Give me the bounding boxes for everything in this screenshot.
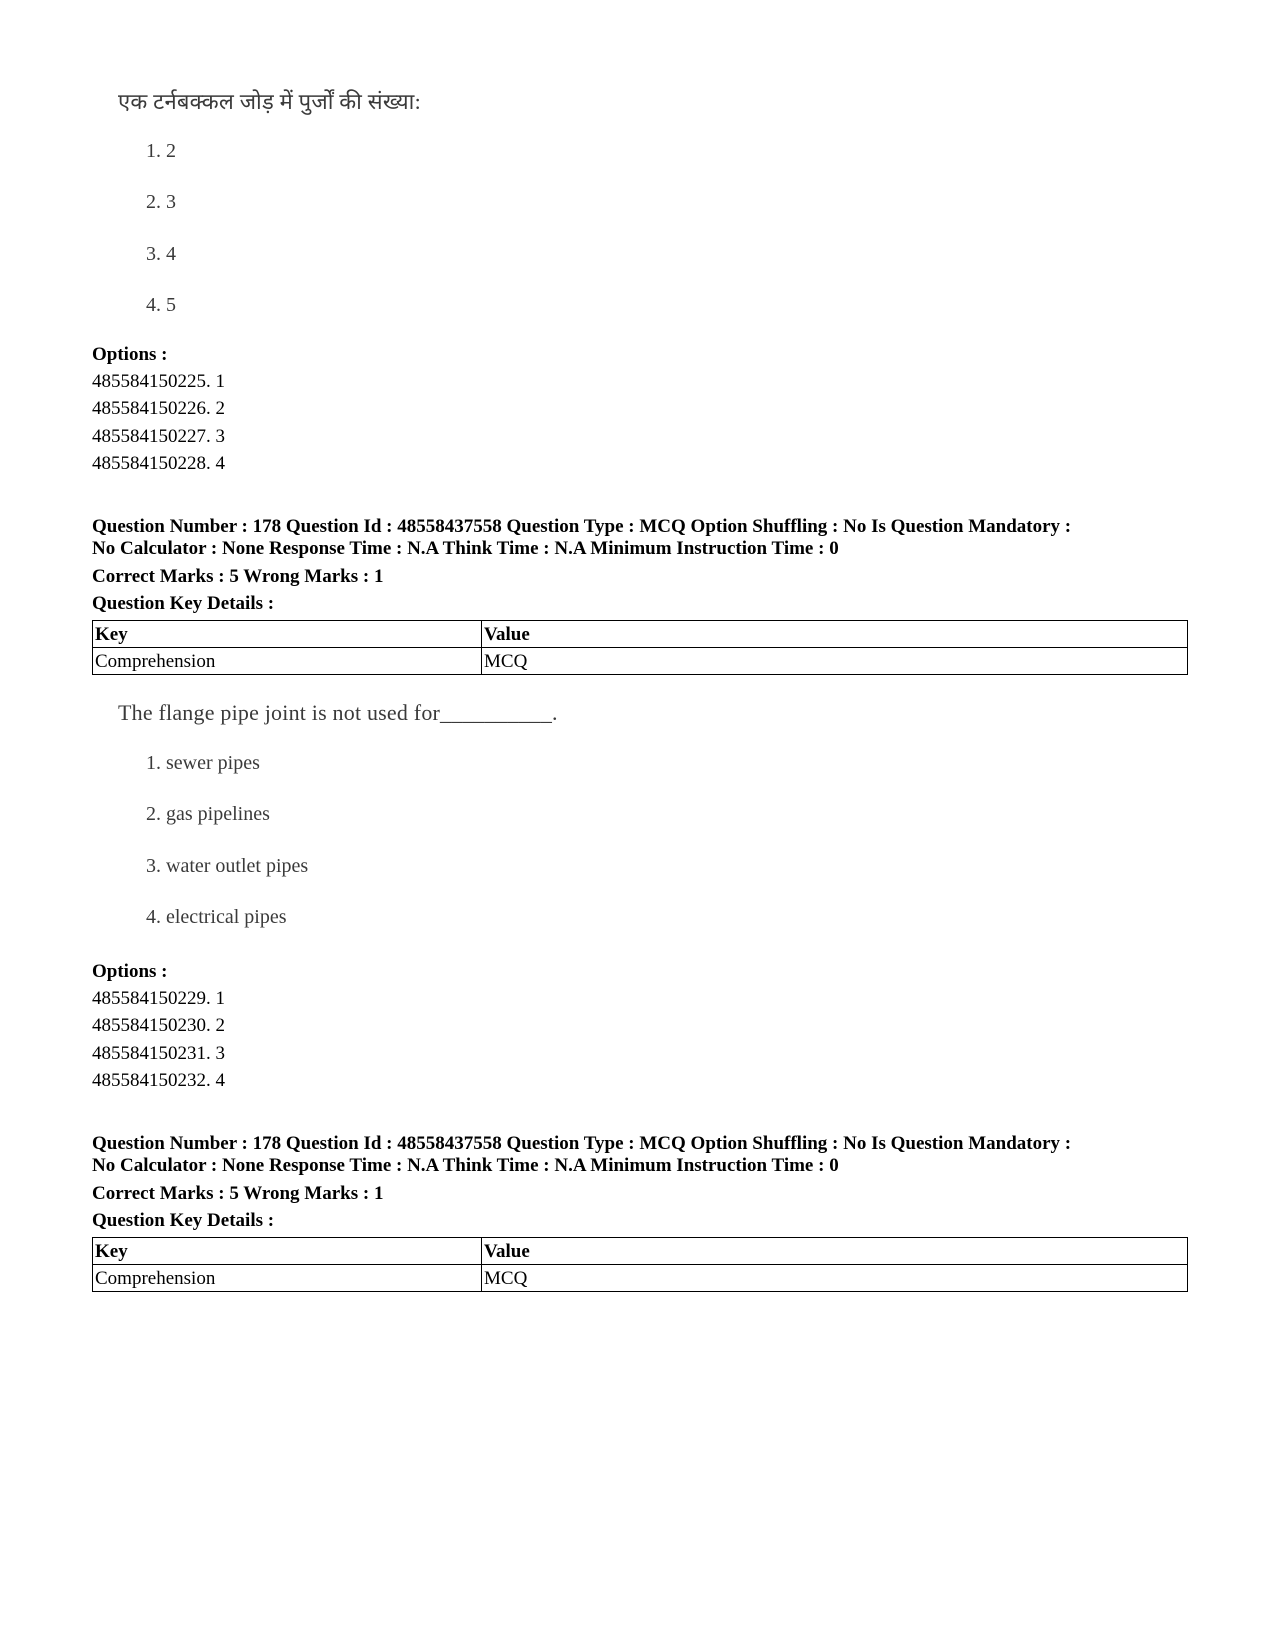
table-cell-value: MCQ [482,1265,1188,1292]
table-row [93,648,1188,675]
key-details-table [92,620,1188,675]
option-id-line: 485584150232. 4 [92,1070,225,1091]
question-choice-3: 3. water outlet pipes [146,855,309,877]
question-meta-line-2: No Calculator : None Response Time : N.A Think Time : N.A Minimum Instruction Time : 0 [92,1155,839,1176]
question-choice-2: 2. 3 [146,191,176,213]
table-cell-value: MCQ [482,648,1188,675]
option-id-line: 485584150225. 1 [92,371,225,392]
question-choice-4: 4. electrical pipes [146,906,287,928]
question-meta-line-1: Question Number : 178 Question Id : 48558437558 Question Type : MCQ Option Shuffling : No Is Question Mandatory : [92,516,1072,537]
option-id-line: 485584150231. 3 [92,1043,225,1064]
question-choice-1: 1. 2 [146,140,176,162]
question-stem: एक टर्नबक्कल जोड़ में पुर्जों की संख्या: [118,89,421,114]
table-cell-key: Comprehension [93,648,482,675]
table-row [93,1265,1188,1292]
option-id-line: 485584150226. 2 [92,398,225,419]
question-choice-4: 4. 5 [146,294,176,316]
table-header-key: Key [93,1238,482,1265]
option-id-line: 485584150230. 2 [92,1015,225,1036]
key-details-label: Question Key Details : [92,593,275,614]
table-header-value: Value [482,621,1188,648]
question-meta-line-1: Question Number : 178 Question Id : 48558437558 Question Type : MCQ Option Shuffling : No Is Question Mandatory : [92,1133,1072,1154]
table-header-row [93,621,1188,648]
question-stem: The flange pipe joint is not used for__________. [118,700,558,725]
marks-line: Correct Marks : 5 Wrong Marks : 1 [92,1183,384,1204]
key-details-table [92,1237,1188,1292]
options-label: Options : [92,344,168,365]
option-id-line: 485584150229. 1 [92,988,225,1009]
question-choice-2: 2. gas pipelines [146,803,270,825]
table-header-value: Value [482,1238,1188,1265]
marks-line: Correct Marks : 5 Wrong Marks : 1 [92,566,384,587]
option-id-line: 485584150228. 4 [92,453,225,474]
table-header-key: Key [93,621,482,648]
table-header-row [93,1238,1188,1265]
option-id-line: 485584150227. 3 [92,426,225,447]
question-choice-3: 3. 4 [146,243,176,265]
options-label: Options : [92,961,168,982]
question-meta-line-2: No Calculator : None Response Time : N.A Think Time : N.A Minimum Instruction Time : 0 [92,538,839,559]
table-cell-key: Comprehension [93,1265,482,1292]
key-details-label: Question Key Details : [92,1210,275,1231]
question-choice-1: 1. sewer pipes [146,752,260,774]
